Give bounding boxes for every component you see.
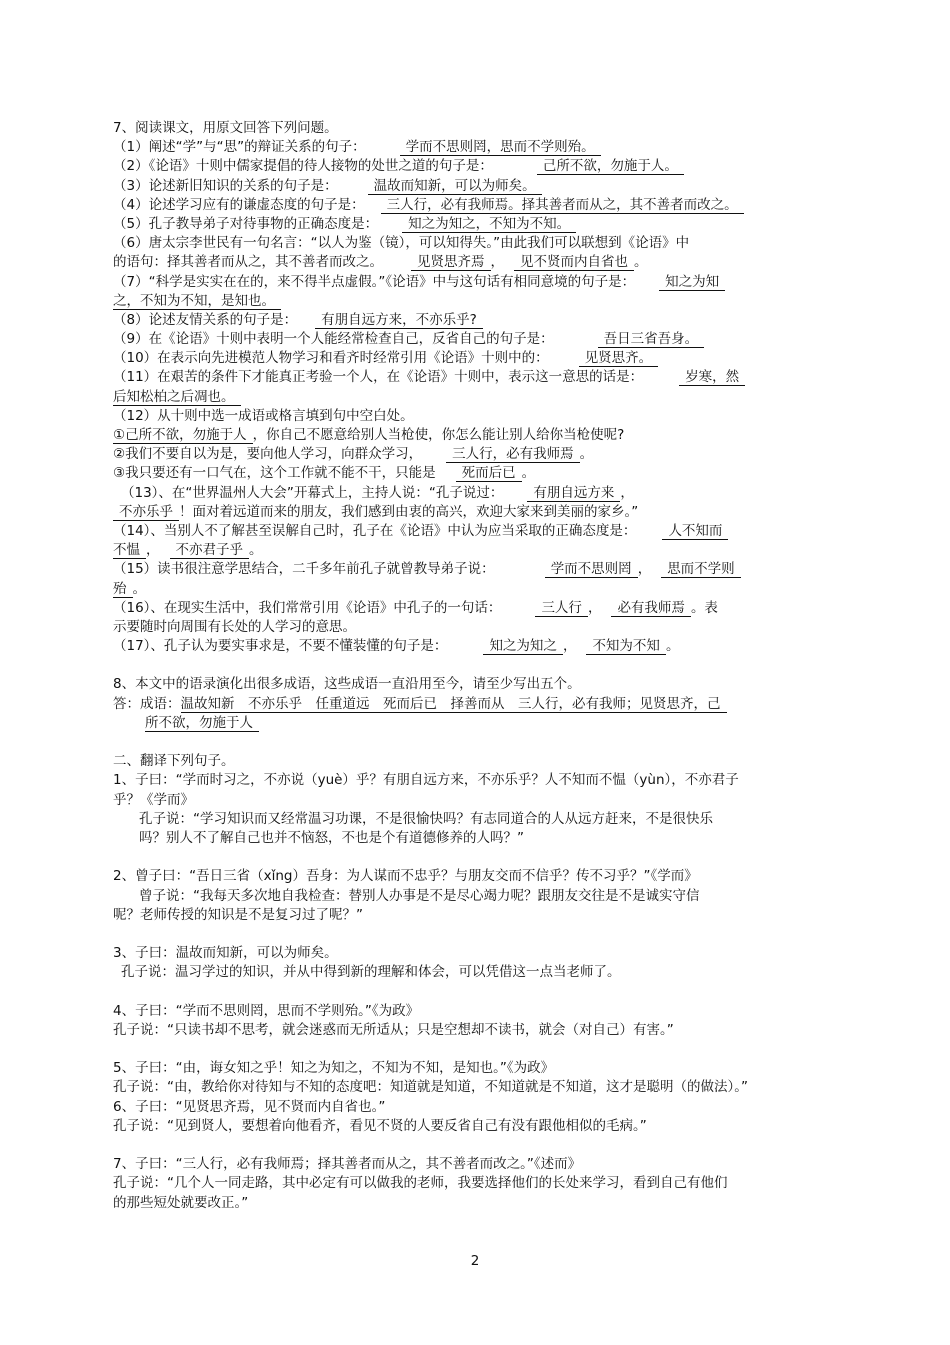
translate-4-translation: 孔子说：“只读书却不思考，就会迷惑而无所适从；只是空想却不读书，就会（对自己）有害。” xyxy=(113,1021,674,1038)
q13-line2: 不亦乐乎 ！面对着远道而来的朋友，我们感到由衷的高兴，欢迎大家来到美丽的家乡。” xyxy=(113,503,840,522)
q5-answer: 知之为知之，不知为不知。 xyxy=(402,216,576,233)
q7-answer-1: 知之为知 xyxy=(659,274,725,291)
worksheet-content xyxy=(113,119,840,1213)
q13-answer-1: 有朋自远方来 xyxy=(527,485,620,502)
q10: （10）在表示向先进模范人物学习和看齐时经常引用《论语》十则中的： 见贤思齐。 xyxy=(113,349,840,368)
idiom-list-2: 所不欲，勿施于人 xyxy=(145,715,259,732)
translate-1-source-2: 乎？《学而》 xyxy=(113,791,194,808)
q12-title: （12）从十则中选一成语或格言填到句中空白处。 xyxy=(113,407,414,424)
q14-answer-1: 人不知而 xyxy=(662,523,728,540)
q10-answer: 见贤思齐。 xyxy=(579,350,659,367)
q16: （16）、在现实生活中，我们常常引用《论语》中孔子的一句话： 三人行 ， 必有我师焉 。表 xyxy=(113,599,718,616)
translate-2-source: 2、曾子曰：“吾日三省（xǐng）吾身：为人谋而不忠乎？与朋友交而不信乎？传不习乎？”《学而》 xyxy=(113,868,698,885)
q7-line2 xyxy=(113,292,840,311)
section8-answer-line2 xyxy=(113,714,840,733)
translate-3-source: 3、子曰：温故而知新，可以为师矣。 xyxy=(113,945,338,962)
translate-2-translation-2: 呢？老师传授的知识是不是复习过了呢？” xyxy=(113,906,363,923)
q11-answer-2: 后知松柏之后凋也。 xyxy=(113,389,241,406)
q1: （1）阐述“学”与“思”的辩证关系的句子： 学而不思则罔，思而不学则殆。 xyxy=(113,138,840,157)
q9: （9）在《论语》十则中表明一个人能经常检查自己，反省自己的句子是： 吾日三省吾身。 xyxy=(113,330,840,349)
section8-answer: 答：成语：温故知新 不亦乐乎 任重道远 死而后已 择善而从 三人行，必有我师；见贤思齐，己 xyxy=(113,695,840,714)
q6-answer-1: 见贤思齐焉 xyxy=(411,254,491,271)
q17-answer-2: 不知为不知 xyxy=(586,638,666,655)
q8-answer: 有朋自远方来，不亦乐乎? xyxy=(315,312,483,329)
q7-answer-2: 之，不知为不知，是知也。 xyxy=(113,293,281,310)
translate-1-translation-2: 吗？别人不了解自己也并不恼怒，不也是个有道德修养的人吗？” xyxy=(139,829,524,846)
translate-6-translation: 孔子说：“见到贤人，要想着向他看齐，看见不贤的人要反省自己有没有跟他相似的毛病。” xyxy=(113,1117,647,1134)
translate-1-source: 1、子曰：“学而时习之，不亦说（yuè）乎？有朋自远方来，不亦乐乎？人不知而不愠（yùn），不亦君子 xyxy=(113,772,739,789)
q6-line2: 的语句：择其善者而从之，其不善者而改之。 见贤思齐焉 ， 见不贤而内自省也 。 xyxy=(113,254,648,271)
translate-7-source: 7、子曰：“三人行，必有我师焉；择其善者而从之，其不善者而改之。”《述而》 xyxy=(113,1156,582,1173)
q16-line2: 示要随时向周围有长处的人学习的意思。 xyxy=(113,618,356,635)
translate-7-translation-2: 的那些短处就要改正。” xyxy=(113,1194,249,1211)
q8: （8）论述友情关系的句子是： 有朋自远方来，不亦乐乎? xyxy=(113,311,840,330)
q7: （7）“科学是实实在在的，来不得半点虚假。”《论语》中与这句话有相同意境的句子是： 知之为知 xyxy=(113,273,840,292)
q15-answer-2: 思而不学则 xyxy=(661,561,741,578)
q2: （2）《论语》十则中儒家提倡的待人接物的处世之道的句子是： 己所不欲，勿施于人。 xyxy=(113,157,840,176)
translate-5-translation: 孔子说：“由，教给你对待知与不知的态度吧：知道就是知道，不知道就是不知道，这才是聪明（的做法）。” xyxy=(113,1079,748,1096)
translate-7-translation: 孔子说：“几个人一同走路，其中必定有可以做我的老师，我要选择他们的长处来学习，看到自己有他们 xyxy=(113,1175,728,1192)
translate-6-source: 6、子曰：“见贤思齐焉，见不贤而内自省也。” xyxy=(113,1098,386,1115)
page-number: 2 xyxy=(470,1253,480,1269)
translate-4-source: 4、子曰：“学而不思则罔，思而不学则殆。”《为政》 xyxy=(113,1002,420,1019)
q14-answer-2: 不愠 xyxy=(113,542,146,559)
q4: （4）论述学习应有的谦虚态度的句子是： 三人行，必有我师焉。择其善者而从之，其不善者而改之。 xyxy=(113,196,840,215)
q6-line1: （6）唐太宗李世民有一句名言：“以人为鉴（镜），可以知得失。”由此我们可以联想到《论语》中 xyxy=(113,235,690,252)
q14-line2: 不愠 ， 不亦君子乎 。 xyxy=(113,542,263,559)
q2-answer: 己所不欲，勿施于人。 xyxy=(537,158,684,175)
q11: （11）在艰苦的条件下才能真正考验一个人，在《论语》十则中，表示这一意思的话是： 岁寒，然 xyxy=(113,368,840,387)
q13: （13）、在“世界温州人大会”开幕式上，主持人说：“孔子说过： 有朋自远方来 ， xyxy=(121,484,634,501)
q17-answer-1: 知之为知之 xyxy=(483,638,563,655)
idiom-list: 温故知新 不亦乐乎 任重道远 死而后已 择善而从 三人行，必有我师；见贤思齐，己 xyxy=(181,696,727,713)
translate-2-translation: 曾子说：“我每天多次地自我检查：替别人办事是不是尽心竭力呢？跟朋友交往是不是诚实守信 xyxy=(139,887,700,904)
q11-answer-1: 岁寒，然 xyxy=(679,369,745,386)
q4-answer: 三人行，必有我师焉。择其善者而从之，其不善者而改之。 xyxy=(381,197,744,214)
q12-s2: ②我们不要自以为是，要向他人学习，向群众学习， 三人行，必有我师焉 。 xyxy=(113,446,594,463)
q14: （14）、当别人不了解甚至误解自己时，孔子在《论语》中认为应当采取的正确态度是： 人不知而 xyxy=(113,522,840,541)
q15-answer-3: 殆 xyxy=(113,581,133,598)
q12-s3-answer: 死而后已 xyxy=(456,465,522,482)
q15: （15）读书很注意学思结合，二千多年前孔子就曾教导弟子说： 学而不思则罔 ， 思而不学则 xyxy=(113,560,840,579)
part2-title: 二、翻译下列句子。 xyxy=(113,753,235,770)
section7-title: 7、阅读课文，用原文回答下列问题。 xyxy=(113,120,338,136)
q16-answer-1: 三人行 xyxy=(535,600,588,617)
q3: （3）论述新旧知识的关系的句子是： 温故而知新，可以为师矣。 xyxy=(113,177,840,196)
q12-s1-answer: ①己所不欲，勿施于人 xyxy=(113,427,253,444)
translate-1-translation: 孔子说：“学习知识而又经常温习功课，不是很愉快吗？有志同道合的人从远方赶来，不是很快乐 xyxy=(139,810,713,827)
section8-title: 8、本文中的语录演化出很多成语，这些成语一直沿用至今，请至少写出五个。 xyxy=(113,676,581,693)
q6-answer-2: 见不贤而内自省也 xyxy=(514,254,634,271)
q11-line2 xyxy=(113,388,840,407)
q14-answer-3: 不亦君子乎 xyxy=(170,542,250,559)
q15-line2: 殆 。 xyxy=(113,580,146,597)
q12-s3: ③我只要还有一口气在，这个工作就不能不干，只能是 死而后已 。 xyxy=(113,465,536,482)
q9-answer: 吾日三省吾身。 xyxy=(598,331,705,348)
q17: （17）、孔子认为要实事求是，不要不懂装懂的句子是： 知之为知之 ， 不知为不知 。 xyxy=(113,638,680,655)
q12-s1: ①己所不欲，勿施于人 ，你自己不愿意给别人当枪使，你怎么能让别人给你当枪使呢? xyxy=(113,427,625,443)
translate-5-source: 5、子曰：“由，诲女知之乎！知之为知之，不知为不知，是知也。”《为政》 xyxy=(113,1060,555,1077)
q12-s2-answer: 三人行，必有我师焉 xyxy=(446,446,580,463)
q16-answer-2: 必有我师焉 xyxy=(611,600,691,617)
q15-answer-1: 学而不思则罔 xyxy=(545,561,638,578)
translate-3-translation: 孔子说：温习学过的知识，并从中得到新的理解和体会，可以凭借这一点当老师了。 xyxy=(121,964,621,981)
q5: （5）孔子教导弟子对待事物的正确态度是： 知之为知之，不知为不知。 xyxy=(113,215,840,234)
q3-answer: 温故而知新，可以为师矣。 xyxy=(368,178,542,195)
q1-answer: 学而不思则罔，思而不学则殆。 xyxy=(400,139,601,156)
q13-answer-2: 不亦乐乎 xyxy=(113,504,179,521)
